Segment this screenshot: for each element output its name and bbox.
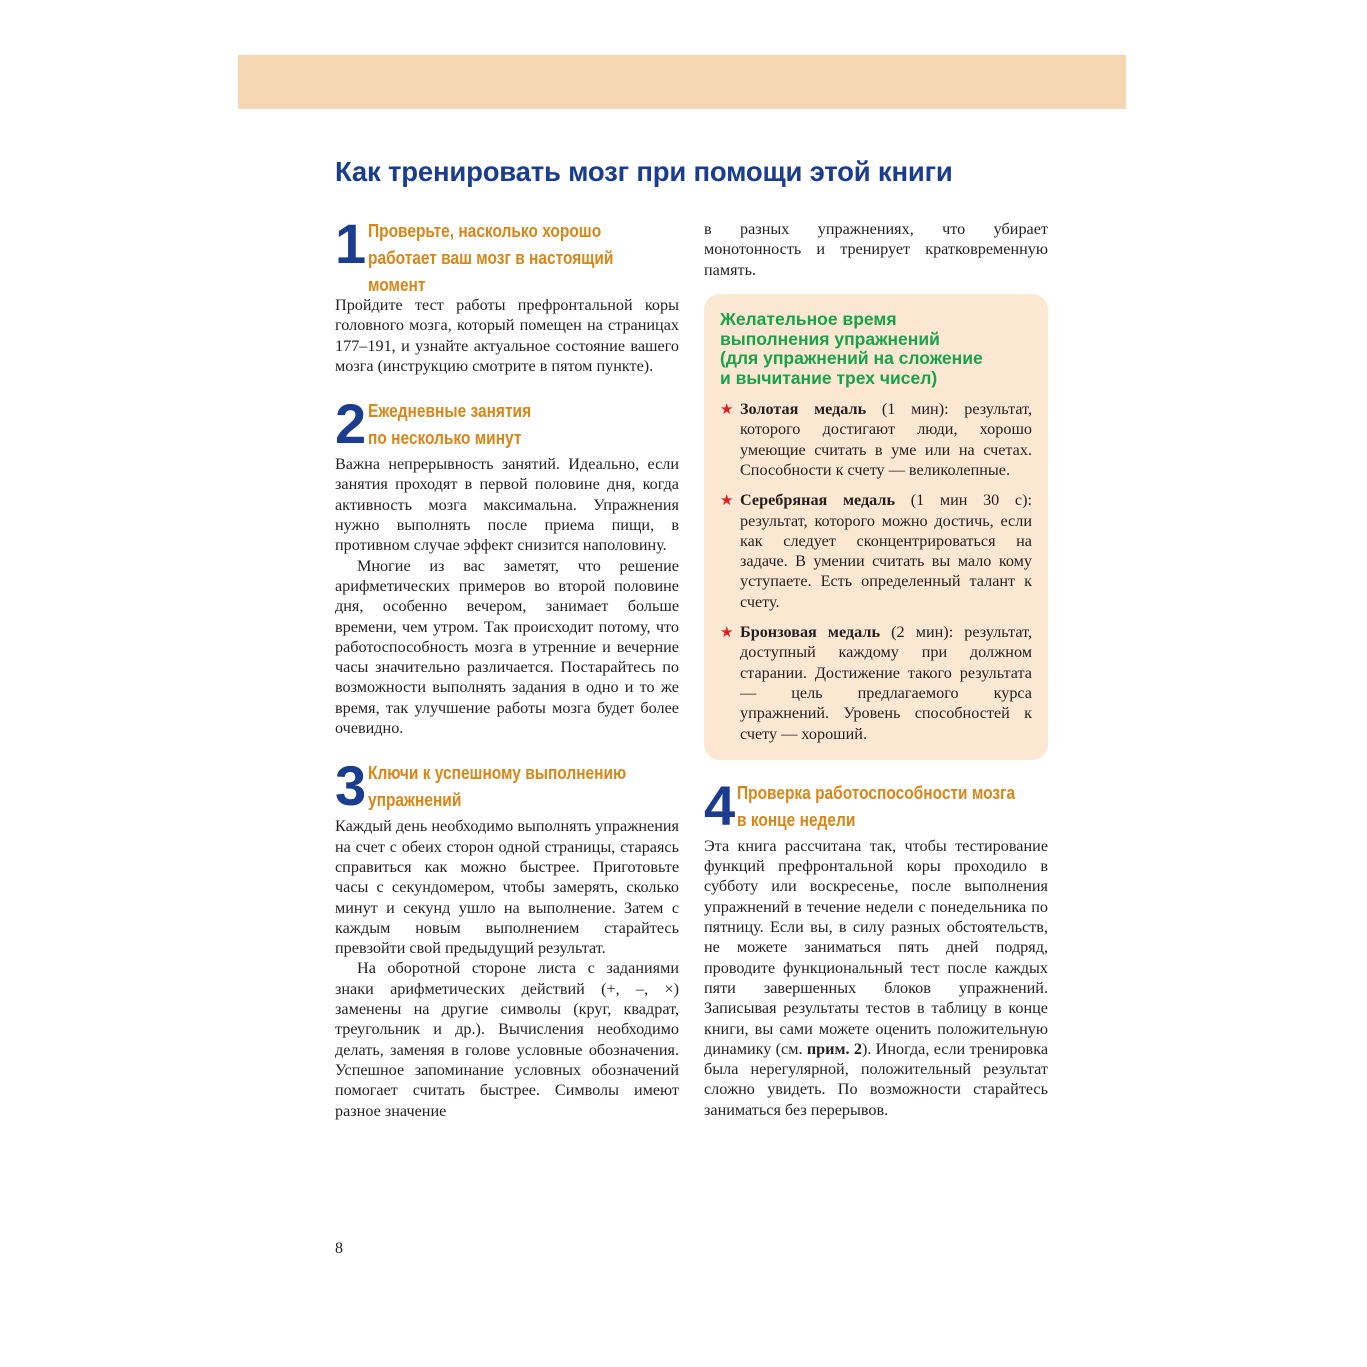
section-4-header bbox=[704, 773, 1048, 837]
heading-line: Проверьте, насколько хорошо bbox=[368, 221, 602, 241]
box-title-line: выполнения упражнений bbox=[720, 328, 940, 349]
section-heading bbox=[368, 760, 626, 814]
heading-line: в конце недели bbox=[737, 809, 856, 830]
note-reference: прим. 2 bbox=[806, 1039, 862, 1058]
heading-line: по несколько минут bbox=[368, 428, 522, 449]
left-column bbox=[335, 212, 679, 1121]
paragraph-text: ). Иногда, если тренировка была нерегулярной, положительный результат сложно увидеть. По возможности старайтесь заниматься без перерывов. bbox=[704, 1039, 1048, 1119]
section-1-header bbox=[335, 212, 679, 299]
medal-name: Золотая медаль bbox=[740, 400, 867, 419]
box-title-line: и вычитание трех чисел) bbox=[720, 368, 938, 389]
section-2 bbox=[335, 392, 679, 738]
heading-line: работает ваш мозг в настоящий bbox=[368, 248, 614, 268]
page-title: Как тренировать мозг при помощи этой книги bbox=[335, 156, 953, 187]
section-1 bbox=[335, 212, 679, 376]
section-3 bbox=[335, 754, 679, 1120]
paragraph: Каждый день необходимо выполнять упражнения на счет с обеих сторон одной страницы, стараясь справиться как можно быстрее. Приготовьте часы с секундомером, чтобы замерять, сколько минут и секунд ушло на выполнение. Затем с каждым новым выполнением старайтесь превзойти свой предыдущий результат. bbox=[335, 817, 679, 958]
section-heading bbox=[368, 218, 613, 299]
heading-line: Проверка работоспособности мозга bbox=[737, 782, 1016, 803]
section-number: 3 bbox=[335, 754, 365, 818]
target-time-box bbox=[704, 294, 1048, 760]
section-heading bbox=[737, 780, 1015, 834]
medal-description: (1 мин): результат, которого достигают люди, хорошо умеющие считать в уме или на счетах. Способности к счету — великолепные. bbox=[740, 400, 1033, 479]
medal-description: (2 мин): результат, доступный каждому при должном старании. Достижение такого результата — цель предлагаемого курса упражнений. Уровень способностей к счету — хороший. bbox=[740, 623, 1033, 743]
box-title-line: Желательное время bbox=[720, 308, 897, 329]
paragraph: На оборотной стороне листа с заданиями знаки арифметических действий (+, –, ×) заменены на другие символы (круг, квадрат, треугольник и др.). Вычисления необходимо делать, заменяя в голове условные обозначения. Успешное запоминание условных обозначений помогает считать быстрее. Символы имеют разное значение bbox=[335, 959, 679, 1120]
paragraph: Многие из вас заметят, что решение арифметических примеров во второй половине дня, особенно вечером, занимает больше времени, чем утром. Так происходит потому, что работоспособность мозга в утренние и вечерние часы значительно различается. Постарайтесь по возможности выполнять задания в одно и то же время, так улучшение работы мозга будет более очевидно. bbox=[335, 556, 679, 738]
section-number: 4 bbox=[704, 773, 734, 837]
star-icon: ★ bbox=[720, 491, 734, 510]
medal-name: Бронзовая медаль bbox=[740, 623, 881, 642]
paragraph bbox=[704, 836, 1048, 1120]
paragraph: Пройдите тест работы префронтальной коры головного мозга, который помещен на страницах 177–191, и узнайте актуальное состояние вашего мозга (инструкцию смотрите в пятом пункте). bbox=[335, 296, 679, 375]
heading-line: Ключи к успешному выполнению bbox=[368, 763, 627, 784]
gold-medal-item bbox=[720, 399, 1032, 480]
section-3-header bbox=[335, 754, 679, 818]
right-column bbox=[704, 219, 1048, 1120]
section-2-header bbox=[335, 392, 679, 456]
heading-line: упражнений bbox=[368, 790, 462, 811]
section-heading bbox=[368, 398, 531, 452]
box-title bbox=[720, 310, 1032, 389]
heading-line: Ежедневные занятия bbox=[368, 401, 532, 422]
medal-text bbox=[740, 622, 1032, 744]
section-number: 1 bbox=[335, 212, 365, 275]
header-band bbox=[238, 55, 1126, 109]
silver-medal-item bbox=[720, 490, 1032, 612]
medal-description: (1 мин 30 с): результат, которого можно достичь, если как следует сконцентрироваться на задаче. В умении считать вы мало кому уступаете. Есть определенный талант к счету. bbox=[740, 491, 1032, 611]
continuation-paragraph: в разных упражнениях, что убирает монотонность и тренирует кратковременную память. bbox=[704, 220, 1048, 279]
star-icon: ★ bbox=[720, 400, 734, 419]
medal-name: Серебряная медаль bbox=[740, 491, 896, 510]
page-number: 8 bbox=[335, 1240, 343, 1257]
medal-text bbox=[740, 399, 1032, 480]
bronze-medal-item bbox=[720, 622, 1032, 744]
star-icon: ★ bbox=[720, 623, 734, 642]
paragraph-text: Эта книга рассчитана так, чтобы тестирование функций префронтальной коры проходило в субботу или воскресенье, после выполнения упражнений в течение недели с понедельника по пятницу. Если вы, в силу разных обстоятельств, не можете заниматься пять дней подряд, проводите функциональный тест после каждых пяти завершенных блоков упражнений. Записывая результаты тестов в таблицу в конце книги, вы сами можете оценить положительную динамику (см. bbox=[704, 836, 1048, 1058]
box-title-line: (для упражнений на сложение bbox=[720, 348, 983, 369]
medal-text bbox=[740, 490, 1032, 612]
paragraph: Важна непрерывность занятий. Идеально, если занятия проходят в первой половине дня, когда активность мозга максимальна. Упражнения нужно выполнять после приема пищи, в противном случае эффект снизится наполовину. bbox=[335, 455, 679, 555]
section-number: 2 bbox=[335, 392, 365, 456]
section-4 bbox=[704, 773, 1048, 1120]
heading-line: момент bbox=[368, 275, 426, 295]
